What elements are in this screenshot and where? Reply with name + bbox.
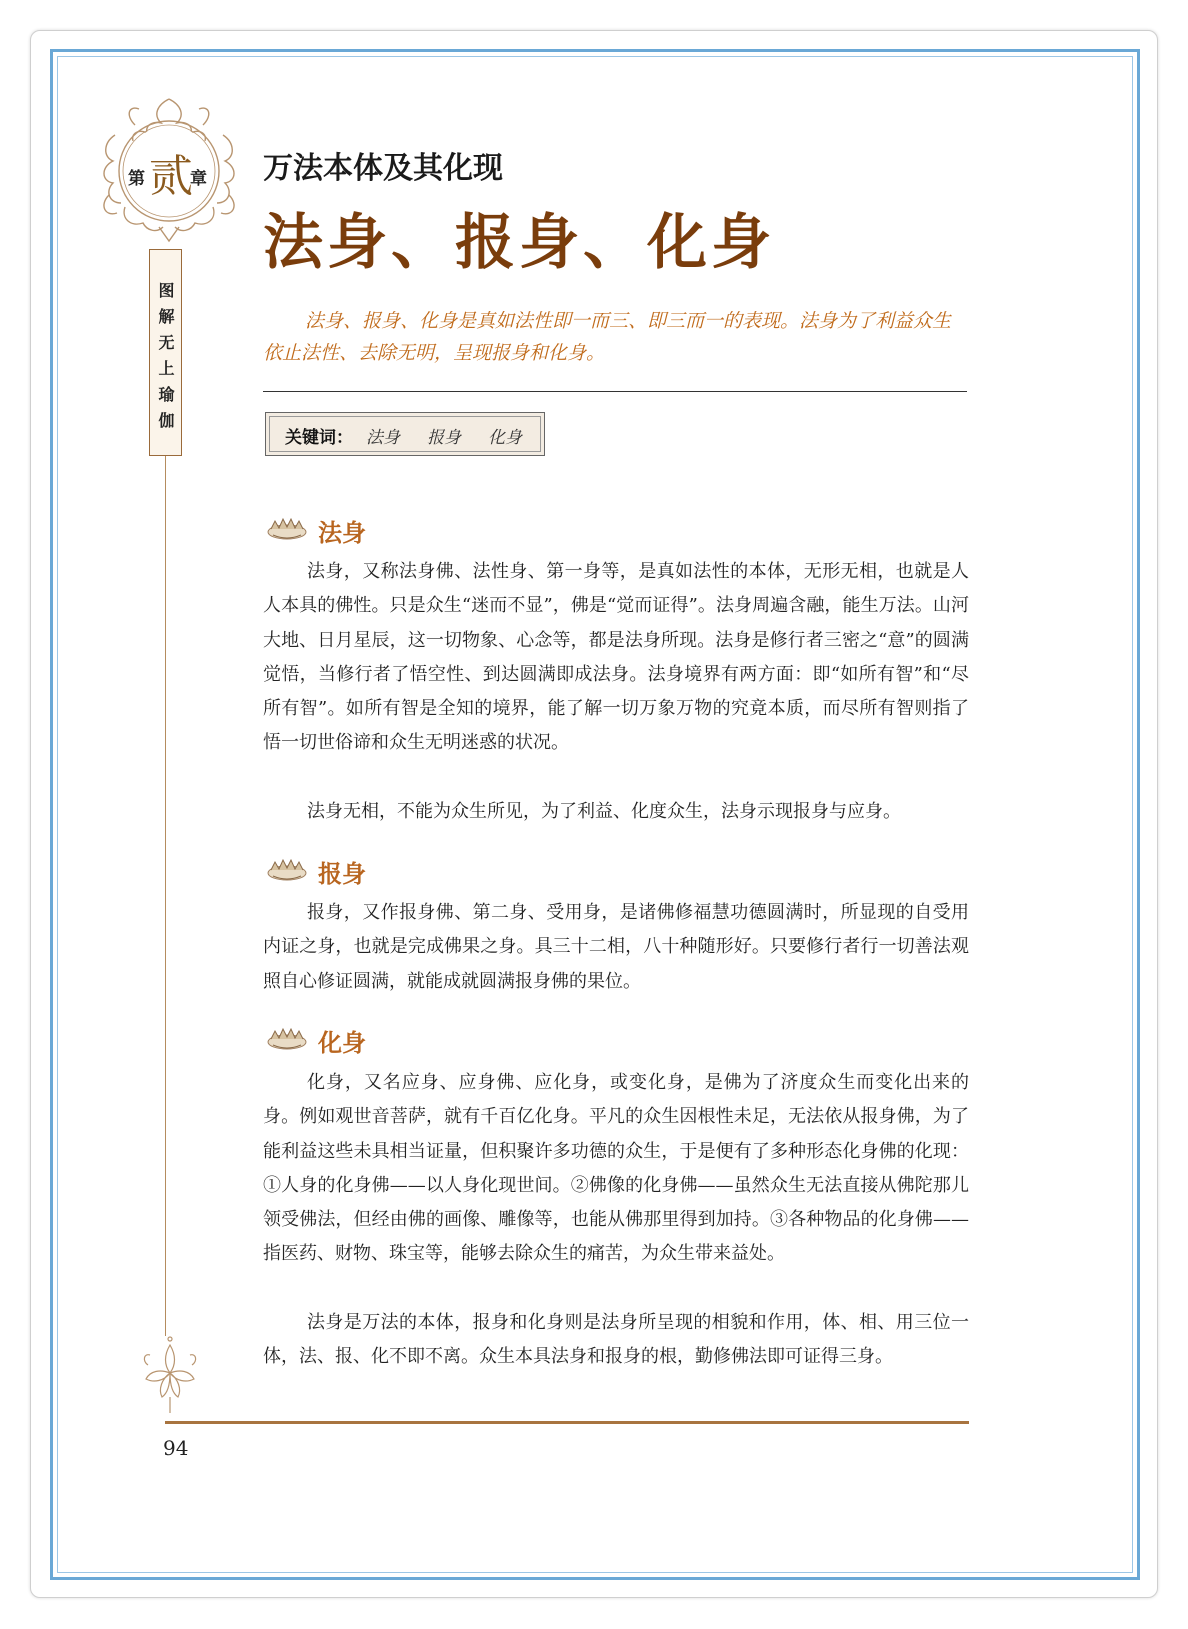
lotus-bullet-icon — [265, 856, 309, 884]
book-series-label — [149, 249, 182, 456]
section-title: 报身 — [318, 859, 366, 888]
series-char: 图 — [158, 281, 175, 300]
paragraph: 法身无相，不能为众生所见，为了利益、化度众生，法身示现报身与应身。 — [307, 801, 901, 822]
paragraph: 法身是万法的本体，报身和化身则是法身所呈现的相貌和作用，体、相、用三位一体，法、报、化不即不离。众生本具法身和报身的根，勤修佛法即可证得三身。 — [263, 1312, 969, 1368]
page-title: 法身、报身、化身 — [263, 208, 775, 278]
series-char: 解 — [158, 307, 175, 326]
paragraph: 报身，又作报身佛、第二身、受用身，是诸佛修福慧功德圆满时，所显现的自受用内证之身，也就是完成佛果之身。具三十二相，八十种随形好。只要修行者行一切善法观照自心修证圆满，就能成就圆满报身佛的果位。 — [263, 902, 969, 992]
paragraph: 法身，又称法身佛、法性身、第一身等，是真如法性的本体，无形无相，也就是人人本具的佛性。只是众生“迷而不显”，佛是“觉而证得”。法身周遍含融，能生万法。山河大地、日月星辰，这一切物象、心念等，都是法身所现。法身是修行者三密之“意”的圆满觉悟，当修行者了悟空性、到达圆满即成法身。法身境界有两方面：即“如所有智”和“尽所有智”。如所有智是全知的境界，能了解一切万象万物的究竟本质，而尽所有智则指了悟一切世俗谛和众生无明迷惑的状况。 — [263, 561, 969, 754]
side-divider — [165, 456, 166, 1336]
page-subtitle: 万法本体及其化现 — [263, 151, 503, 186]
chapter-suffix: 章 — [190, 169, 207, 189]
series-char: 上 — [158, 359, 175, 378]
series-char: 伽 — [158, 411, 175, 430]
section-title: 法身 — [318, 518, 366, 547]
chapter-prefix: 第 — [128, 169, 145, 189]
keyword-label: 关键词： — [285, 428, 353, 448]
keyword-item: 化身 — [488, 428, 522, 448]
series-char: 无 — [158, 333, 175, 352]
divider — [263, 391, 967, 392]
section-title: 化身 — [318, 1028, 366, 1057]
lotus-bullet-icon — [265, 515, 309, 543]
lotus-bullet-icon — [265, 1025, 309, 1053]
lotus-ornament-icon — [138, 1335, 202, 1415]
chapter-number: 贰 — [149, 151, 193, 202]
intro-text: 法身、报身、化身是真如法性即一而三、即三而一的表现。法身为了利益众生依止法性、去除无明，呈现报身和化身。 — [263, 310, 952, 364]
paragraph: 化身，又名应身、应身佛、应化身，或变化身，是佛为了济度众生而变化出来的身。例如观世音菩萨，就有千百亿化身。平凡的众生因根性未足，无法依从报身佛，为了能利益这些未具相当证量，但积聚许多功德的众生，于是便有了多种形态化身佛的化现：①人身的化身佛——以人身化现世间。②佛像的化身佛——虽然众生无法直接从佛陀那儿领受佛法，但经由佛的画像、雕像等，也能从佛那里得到加持。③各种物品的化身佛——指医药、财物、珠宝等，能够去除众生的痛苦，为众生带来益处。 — [263, 1072, 969, 1265]
footer-rule — [165, 1421, 969, 1424]
keyword-item: 报身 — [427, 428, 461, 448]
series-char: 瑜 — [158, 385, 175, 404]
page-number: 94 — [163, 1436, 189, 1460]
keyword-item: 法身 — [366, 428, 400, 448]
